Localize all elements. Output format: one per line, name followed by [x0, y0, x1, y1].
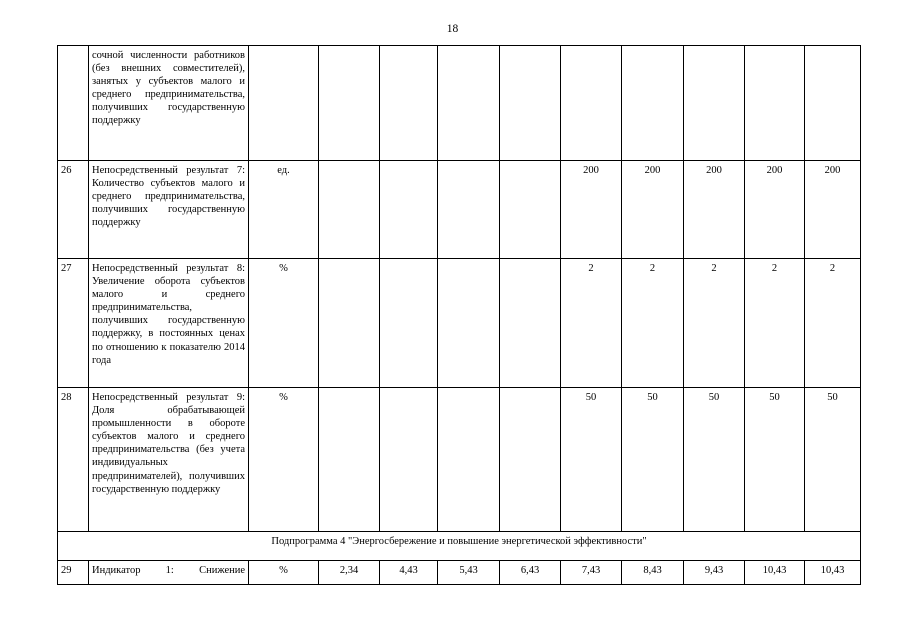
indicator-name: Непосредственный результат 8: Увеличение оборота субъектов малого и среднего предпринимательства, получивших государственную поддержку, в постоянных ценах по отношению к показателю 2014 года: [89, 259, 249, 388]
value-cell: 50: [561, 388, 622, 532]
value-cell: 200: [805, 161, 861, 259]
value-cell: 10,43: [805, 561, 861, 585]
value-cell: 7,43: [561, 561, 622, 585]
value-cell: [380, 46, 438, 161]
value-cell: 50: [684, 388, 745, 532]
row-number: 26: [58, 161, 89, 259]
value-cell: [684, 46, 745, 161]
indicator-name: сочной численности работников (без внешних совместителей), занятых у субъектов малого и среднего предпринимательства, получивших государственную поддержку: [89, 46, 249, 161]
value-cell: [622, 46, 684, 161]
unit-cell: %: [249, 388, 319, 532]
unit-cell: ед.: [249, 161, 319, 259]
page-number: 18: [446, 23, 459, 35]
value-cell: 200: [684, 161, 745, 259]
row-number: 27: [58, 259, 89, 388]
value-cell: 2: [745, 259, 805, 388]
value-cell: 6,43: [500, 561, 561, 585]
unit-cell: %: [249, 259, 319, 388]
value-cell: 2: [805, 259, 861, 388]
table-row: [58, 161, 861, 259]
value-cell: [561, 46, 622, 161]
row-number: [58, 46, 89, 161]
value-cell: 8,43: [622, 561, 684, 585]
value-cell: 9,43: [684, 561, 745, 585]
table-row: [58, 388, 861, 532]
value-cell: 5,43: [438, 561, 500, 585]
value-cell: [500, 388, 561, 532]
row-number: 28: [58, 388, 89, 532]
value-cell: [745, 46, 805, 161]
value-cell: [500, 161, 561, 259]
value-cell: 200: [745, 161, 805, 259]
indicator-name: Непосредственный результат 9: Доля обрабатывающей промышленности в обороте субъектов малого и среднего предпринимательства (без учета индивидуальных предпринимателей), получивших государственную поддержку: [89, 388, 249, 532]
value-cell: [319, 388, 380, 532]
table-row: [58, 259, 861, 388]
value-cell: [500, 259, 561, 388]
value-cell: 200: [622, 161, 684, 259]
section-row: [58, 532, 861, 561]
value-cell: [380, 388, 438, 532]
value-cell: [319, 46, 380, 161]
value-cell: 50: [622, 388, 684, 532]
value-cell: [380, 259, 438, 388]
unit-cell: %: [249, 561, 319, 585]
value-cell: 2: [622, 259, 684, 388]
value-cell: 50: [805, 388, 861, 532]
value-cell: 200: [561, 161, 622, 259]
value-cell: 50: [745, 388, 805, 532]
value-cell: [805, 46, 861, 161]
value-cell: [438, 388, 500, 532]
value-cell: 2: [684, 259, 745, 388]
value-cell: [319, 259, 380, 388]
section-title: Подпрограмма 4 "Энергосбережение и повышение энергетической эффективности": [58, 532, 861, 561]
value-cell: 2: [561, 259, 622, 388]
value-cell: [438, 46, 500, 161]
row-number: 29: [58, 561, 89, 585]
value-cell: [438, 161, 500, 259]
table-row: [58, 561, 861, 585]
indicator-name: Непосредственный результат 7: Количество субъектов малого и среднего предпринимательства, получивших государственную поддержку: [89, 161, 249, 259]
value-cell: 10,43: [745, 561, 805, 585]
value-cell: [438, 259, 500, 388]
value-cell: [319, 161, 380, 259]
value-cell: [380, 161, 438, 259]
value-cell: 4,43: [380, 561, 438, 585]
value-cell: 2,34: [319, 561, 380, 585]
indicator-name: Индикатор 1: Снижение: [89, 561, 249, 585]
unit-cell: [249, 46, 319, 161]
table-row: [58, 46, 861, 161]
value-cell: [500, 46, 561, 161]
indicators-table: [57, 45, 861, 585]
